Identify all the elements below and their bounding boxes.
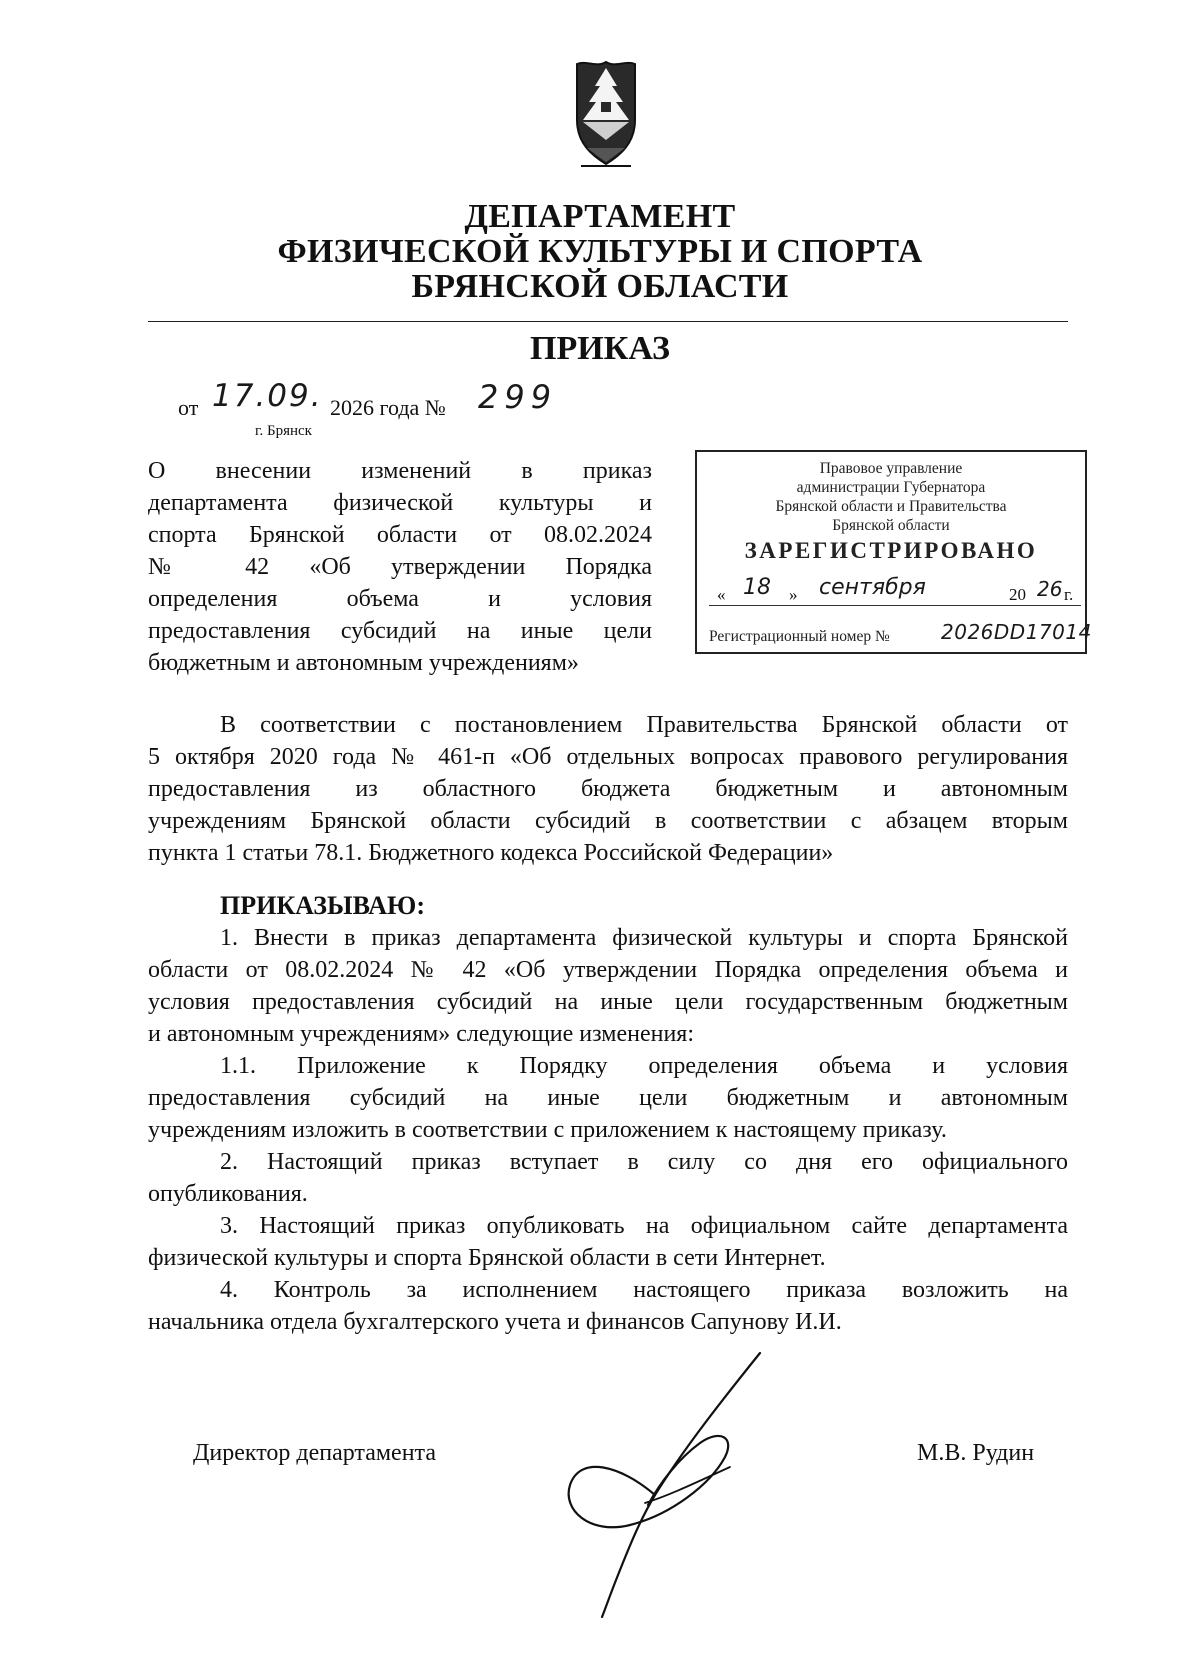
- stamp-date-row: [709, 575, 1081, 613]
- subject-line: департамента физической культуры и: [148, 490, 652, 516]
- stamp-year-prefix: 20: [1009, 585, 1026, 604]
- stamp-regno-label: Регистрационный номер №: [709, 628, 890, 645]
- orders-heading: ПРИКАЗЫВАЮ:: [220, 891, 425, 920]
- paragraph-line: 3. Настоящий приказ опубликовать на официальном сайте департамента: [220, 1213, 1068, 1239]
- paragraph-line: предоставления субсидий на иные цели бюджетным и автономным: [148, 1085, 1068, 1111]
- paragraph-line: физической культуры и спорта Брянской области в сети Интернет.: [148, 1245, 826, 1271]
- basis-paragraph: [148, 709, 1068, 869]
- order-item-1: [148, 922, 1068, 1050]
- stamp-regno-row: [709, 620, 1092, 650]
- stamp-quote-close: »: [789, 585, 798, 604]
- subject-line: бюджетным и автономным учреждениям»: [148, 650, 579, 676]
- paragraph-line: опубликования.: [148, 1181, 308, 1207]
- stamp-line: Брянской области: [832, 517, 950, 534]
- paragraph-line: 4. Контроль за исполнением настоящего приказа возложить на: [220, 1277, 1068, 1303]
- stamp-regno-handwritten: 2026DD17014: [941, 620, 1092, 644]
- paragraph-line: пункта 1 статьи 78.1. Бюджетного кодекса Российской Федерации»: [148, 840, 834, 866]
- order-subject: [148, 455, 652, 679]
- stamp-line: администрации Губернатора: [796, 479, 986, 496]
- order-number-handwritten: 299: [478, 378, 558, 416]
- order-item-3: [148, 1210, 1068, 1274]
- coat-of-arms-emblem: [567, 58, 645, 170]
- document-type-title: ПРИКАЗ: [530, 330, 670, 367]
- stamp-line: Правовое управление: [819, 460, 963, 477]
- stamp-date-underline: [709, 605, 1081, 606]
- paragraph-line: учреждениям Брянской области субсидий в соответствии с абзацем вторым: [148, 808, 1068, 834]
- paragraph-line: области от 08.02.2024 № 42 «Об утверждении Порядка определения объема и: [148, 957, 1068, 983]
- paragraph-line: 1.1. Приложение к Порядку определения объема и условия: [220, 1053, 1068, 1079]
- stamp-day-handwritten: 18: [743, 575, 771, 600]
- signatory-position: Директор департамента: [193, 1440, 436, 1466]
- paragraph-line: и автономным учреждениям» следующие изменения:: [148, 1021, 695, 1047]
- paragraph-line: В соответствии с постановлением Правительства Брянской области от: [220, 712, 1068, 738]
- subject-line: № 42 «Об утверждении Порядка: [148, 554, 652, 580]
- paragraph-line: условия предоставления субсидий на иные цели государственным бюджетным: [148, 989, 1068, 1015]
- stamp-month-handwritten: сентября: [819, 575, 926, 600]
- paragraph-line: 1. Внести в приказ департамента физической культуры и спорта Брянской: [220, 925, 1068, 951]
- date-prefix-label: от: [178, 395, 199, 420]
- order-date-handwritten: 17.09.: [212, 378, 323, 414]
- order-city: г. Брянск: [255, 423, 312, 439]
- stamp-quote-open: «: [717, 585, 726, 604]
- department-title-line3: БРЯНСКОЙ ОБЛАСТИ: [411, 268, 789, 305]
- order-item-4: [148, 1274, 1068, 1338]
- stamp-registered-label: ЗАРЕГИСТРИРОВАНО: [744, 538, 1038, 563]
- paragraph-line: учреждениям изложить в соответствии с приложением к настоящему приказу.: [148, 1117, 947, 1143]
- paragraph-line: 5 октября 2020 года № 461-п «Об отдельных вопросах правового регулирования: [148, 744, 1068, 770]
- handwritten-signature: [560, 1345, 820, 1625]
- stamp-year-handwritten: 26: [1037, 577, 1063, 601]
- paragraph-line: начальника отдела бухгалтерского учета и финансов Сапунову И.И.: [148, 1309, 842, 1335]
- stamp-year-suffix: г.: [1064, 585, 1074, 604]
- department-title-line1: ДЕПАРТАМЕНТ: [464, 198, 736, 235]
- subject-line: предоставления субсидий на иные цели: [148, 618, 652, 644]
- signatory-name: М.В. Рудин: [917, 1440, 1035, 1466]
- order-year-label: 2026 года №: [330, 395, 446, 420]
- order-item-2: [148, 1146, 1068, 1210]
- registration-stamp: [695, 450, 1092, 654]
- subject-line: определения объема и условия: [148, 586, 652, 612]
- order-item-1-1: [148, 1050, 1068, 1146]
- paragraph-line: 2. Настоящий приказ вступает в силу со дня его официального: [220, 1149, 1068, 1175]
- header-divider: [148, 321, 1068, 322]
- stamp-line: Брянской области и Правительства: [775, 498, 1007, 515]
- paragraph-line: предоставления из областного бюджета бюджетным и автономным: [148, 776, 1068, 802]
- subject-line: О внесении изменений в приказ: [148, 458, 652, 484]
- department-title-line2: ФИЗИЧЕСКОЙ КУЛЬТУРЫ И СПОРТА: [277, 233, 923, 270]
- subject-line: спорта Брянской области от 08.02.2024: [148, 522, 652, 548]
